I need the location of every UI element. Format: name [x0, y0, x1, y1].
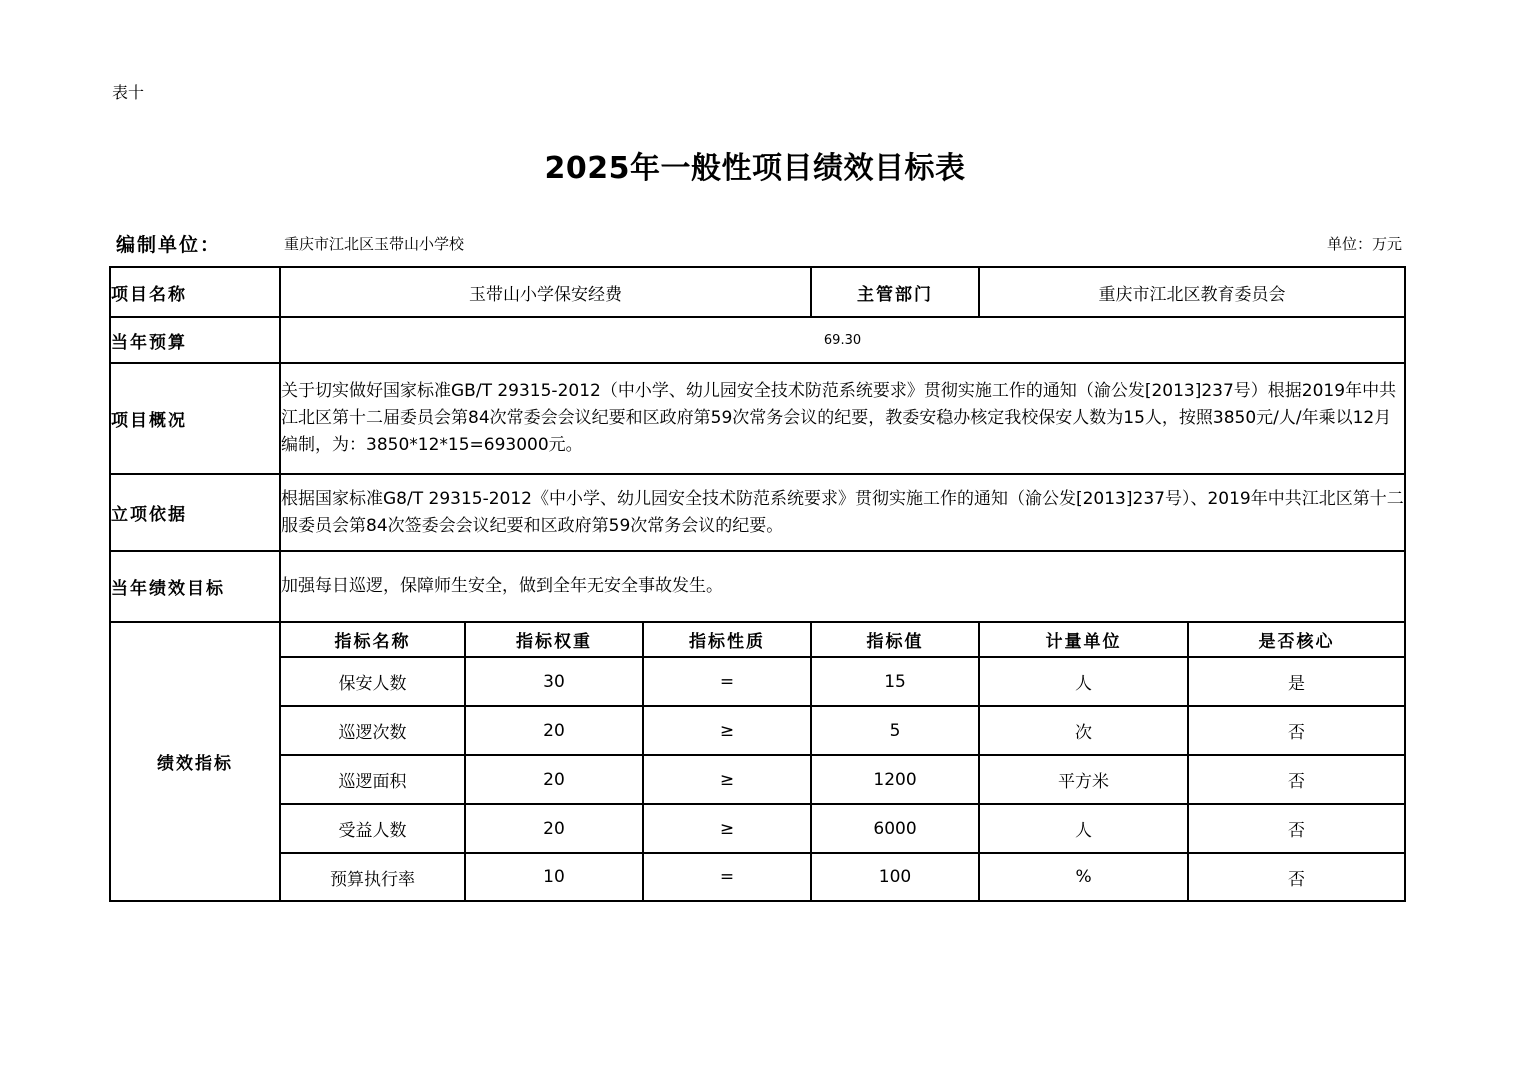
- overview-label: 项目概况: [110, 363, 280, 474]
- budget-value: 69.30: [280, 317, 1405, 363]
- metric-core: 否: [1188, 853, 1405, 901]
- org-row: [116, 230, 1402, 256]
- metric-unit: 次: [979, 706, 1188, 755]
- metric-name: 保安人数: [280, 657, 465, 706]
- org-value: 重庆市江北区玉带山小学校: [284, 235, 465, 253]
- metric-nature: =: [643, 853, 811, 901]
- metrics-header-cell: 计量单位: [979, 622, 1188, 657]
- metric-unit: 人: [979, 804, 1188, 853]
- metric-core: 否: [1188, 706, 1405, 755]
- metric-weight: 20: [465, 804, 643, 853]
- budget-label: 当年预算: [110, 317, 280, 363]
- page-label: 表十: [112, 83, 145, 102]
- metrics-section-label: 绩效指标: [110, 622, 280, 901]
- metric-core: 否: [1188, 804, 1405, 853]
- metric-name: 预算执行率: [280, 853, 465, 901]
- dept-value: 重庆市江北区教育委员会: [979, 267, 1405, 317]
- metric-value: 1200: [811, 755, 979, 804]
- metric-unit: 平方米: [979, 755, 1188, 804]
- basis-text: 根据国家标准G8/T 29315-2012《中小学、幼儿园安全技术防范系统要求》贯彻实施工作的通知（渝公发[2013]237号）、2019年中共江北区第十二服委员会第84次签委会会议纪要和区政府第59次常务会议的纪要。: [280, 474, 1405, 551]
- metric-nature: =: [643, 657, 811, 706]
- goal-text: 加强每日巡逻，保障师生安全，做到全年无安全事故发生。: [280, 551, 1405, 622]
- metrics-row: [110, 804, 1405, 853]
- metrics-header-cell: 指标值: [811, 622, 979, 657]
- row-basis: [110, 474, 1405, 551]
- metric-name: 受益人数: [280, 804, 465, 853]
- metric-value: 15: [811, 657, 979, 706]
- money-unit: 单位：万元: [1326, 235, 1402, 253]
- page-title: 2025年一般性项目绩效目标表: [544, 151, 966, 186]
- metric-unit: %: [979, 853, 1188, 901]
- metric-name: 巡逻面积: [280, 755, 465, 804]
- performance-table: [109, 266, 1406, 902]
- metrics-row: [110, 853, 1405, 901]
- metric-value: 100: [811, 853, 979, 901]
- metrics-header-cell: 指标名称: [280, 622, 465, 657]
- dept-label: 主管部门: [811, 267, 979, 317]
- overview-text: 关于切实做好国家标准GB/T 29315-2012（中小学、幼儿园安全技术防范系统要求》贯彻实施工作的通知（渝公发[2013]237号）根据2019年中共江北区第十二届委员会第84次常委会会议纪要和区政府第59次常务会议的纪要，教委安稳办核定我校保安人数为15人，按照3850元/人/年乘以12月编制，为：3850*12*15=693000元。: [280, 363, 1405, 474]
- project-name-value: 玉带山小学保安经费: [280, 267, 811, 317]
- metrics-row: [110, 706, 1405, 755]
- metric-core: 否: [1188, 755, 1405, 804]
- metric-nature: ≥: [643, 804, 811, 853]
- metric-nature: ≥: [643, 706, 811, 755]
- basis-label: 立项依据: [110, 474, 280, 551]
- row-goal: [110, 551, 1405, 622]
- metrics-row: [110, 657, 1405, 706]
- goal-label: 当年绩效目标: [110, 551, 280, 622]
- metric-weight: 30: [465, 657, 643, 706]
- metrics-row: [110, 755, 1405, 804]
- metric-unit: 人: [979, 657, 1188, 706]
- metric-weight: 20: [465, 755, 643, 804]
- row-budget: [110, 317, 1405, 363]
- metric-nature: ≥: [643, 755, 811, 804]
- metric-weight: 20: [465, 706, 643, 755]
- metrics-header-cell: 是否核心: [1188, 622, 1405, 657]
- metrics-header-row: [110, 622, 1405, 657]
- row-overview: [110, 363, 1405, 474]
- project-name-label: 项目名称: [110, 267, 280, 317]
- metric-name: 巡逻次数: [280, 706, 465, 755]
- metrics-header-cell: 指标性质: [643, 622, 811, 657]
- metric-value: 6000: [811, 804, 979, 853]
- org-label: 编制单位：: [116, 234, 222, 256]
- metric-value: 5: [811, 706, 979, 755]
- metric-weight: 10: [465, 853, 643, 901]
- metric-core: 是: [1188, 657, 1405, 706]
- metrics-header-cell: 指标权重: [465, 622, 643, 657]
- row-project-name: [110, 267, 1405, 317]
